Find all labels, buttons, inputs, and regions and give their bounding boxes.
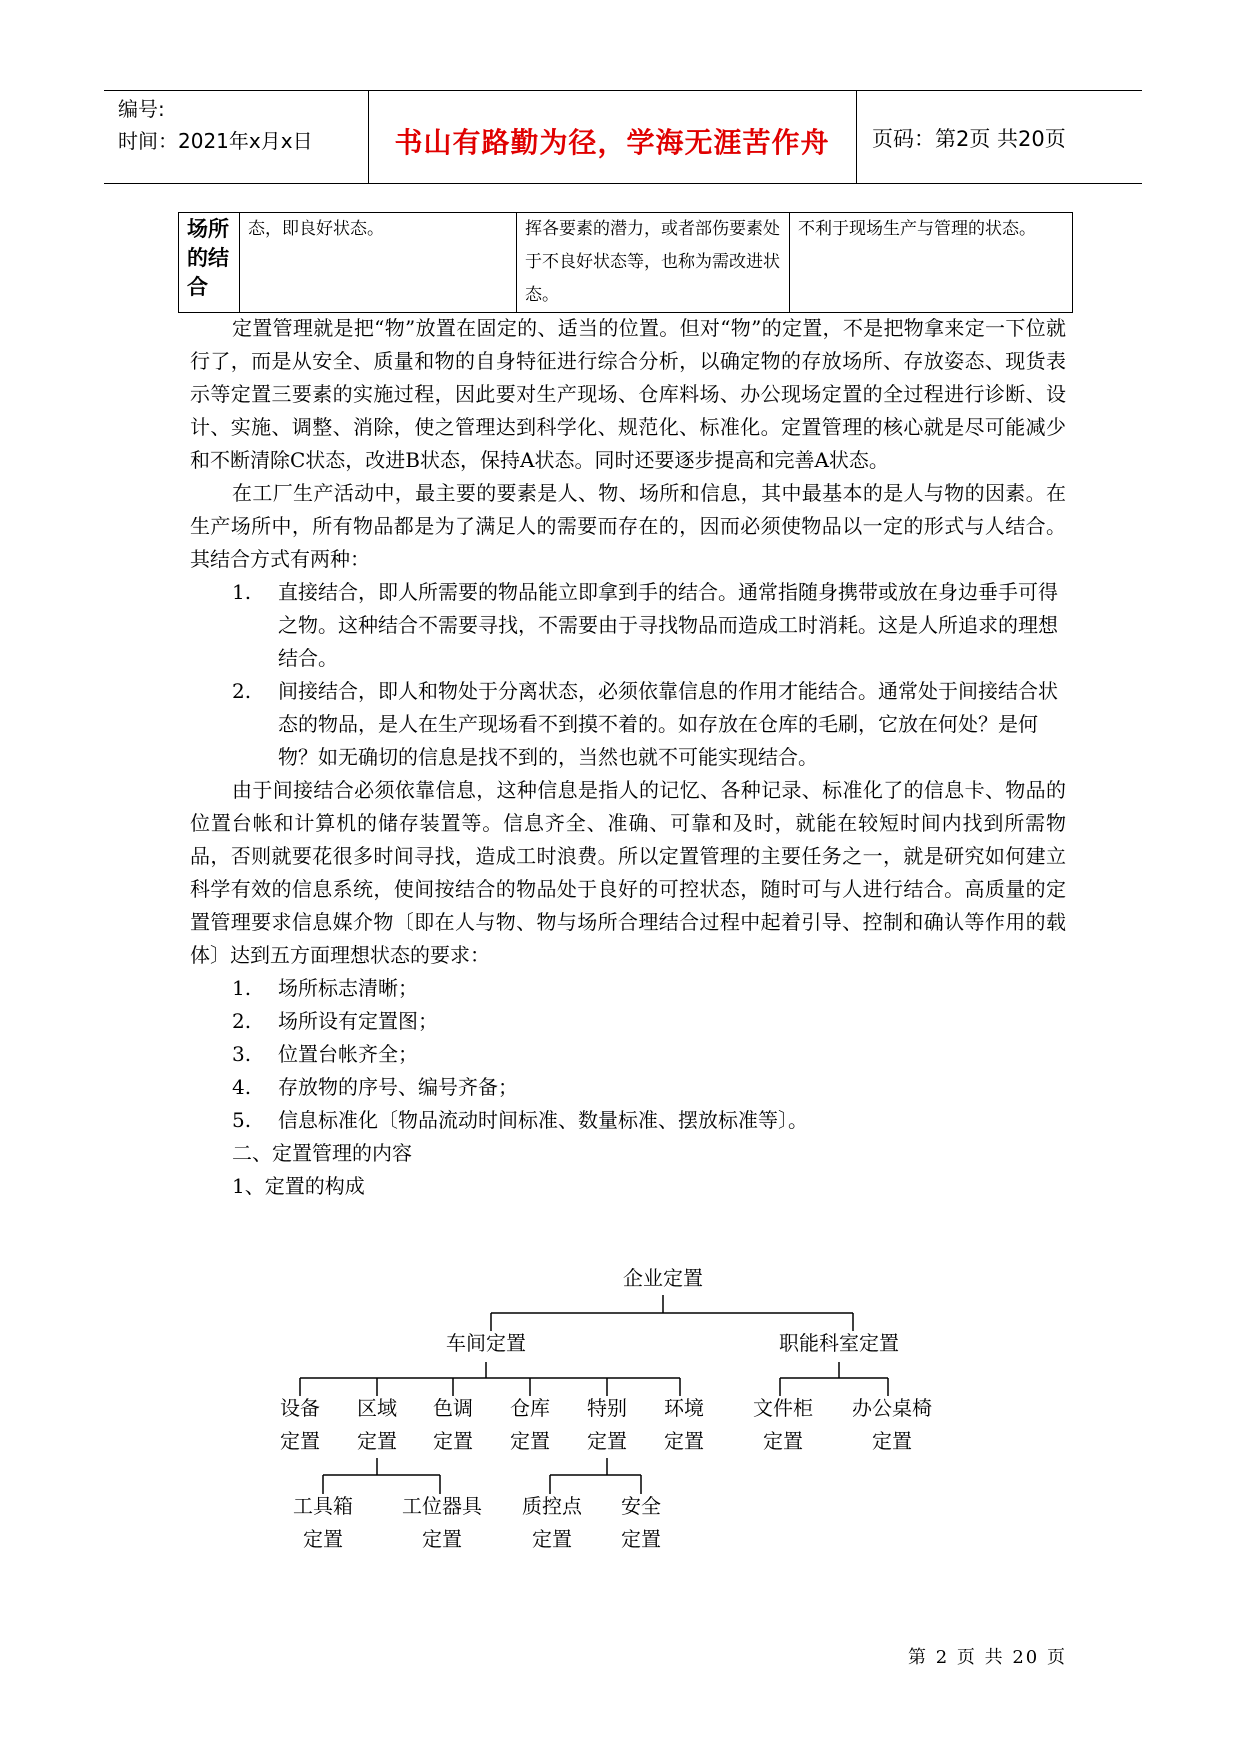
list-number: 4.	[232, 1075, 252, 1099]
list-text: 信息标准化〔物品流动时间标准、数量标准、摆放标准等〕。	[278, 1108, 808, 1132]
tree-node-special: 特别 定置	[587, 1396, 627, 1453]
list-number: 2.	[232, 1009, 252, 1033]
list-number: 2.	[232, 679, 252, 703]
table-cell: 挥各要素的潜力，或者部伤要素处于不良好状态等，也称为需改进状态。	[517, 213, 790, 313]
table-row-header: 场所的结合	[179, 213, 240, 313]
tree-node-office: 职能科室定置	[779, 1331, 899, 1355]
tree-node-qc-point: 质控点 定置	[522, 1494, 582, 1551]
list-number: 1.	[232, 580, 252, 604]
tree-node-safety: 安全 定置	[621, 1494, 661, 1551]
tree-node-office-desk: 办公桌椅 定置	[852, 1396, 932, 1453]
list-number: 5.	[232, 1108, 252, 1132]
list-text: 间接结合，即人和物处于分离状态，必须依靠信息的作用才能结合。通常处于间接结合状态的物品，是人在生产现场看不到摸不着的。如存放在仓库的毛刷，它放在何处？是何物？如无确切的信息是找不到的，当然也就不可能实现结合。	[278, 679, 1058, 769]
number-label: 编号:	[118, 97, 165, 121]
list-text: 存放物的序号、编号齐备；	[278, 1075, 518, 1099]
table-cell: 不利于现场生产与管理的状态。	[790, 213, 1073, 313]
tree-node-file-cabinet: 文件柜 定置	[753, 1396, 813, 1453]
tree-node-workshop: 车间定置	[446, 1331, 526, 1355]
tree-node-station-fixture: 工位器具 定置	[402, 1494, 482, 1551]
page-footer: 第 2 页 共 20 页	[908, 1647, 1067, 1668]
tree-node-color: 色调 定置	[433, 1396, 473, 1453]
time-label: 时间：2021年x月x日	[118, 129, 313, 153]
tree-node-toolbox: 工具箱 定置	[293, 1494, 353, 1551]
table-cell: 态，即良好状态。	[240, 213, 517, 313]
paragraph: 由于间接结合必须依靠信息，这种信息是指人的记忆、各种记录、标准化了的信息卡、物品的位置台帐和计算机的储存装置等。信息齐全、准确、可靠和及时，就能在较短时间内找到所需物品，否则就要花很多时间寻找，造成工时浪费。所以定置管理的主要任务之一，就是研究如何建立科学有效的信息系统，使间按结合的物品处于良好的可控状态，随时可与人进行结合。高质量的定置管理要求信息媒介物〔即在人与物、物与场所合理结合过程中起着引导、控制和确认等作用的载体〕达到五方面理想状态的要求：	[190, 778, 1066, 967]
tree-node-root: 企业定置	[623, 1266, 703, 1290]
tree-node-equipment: 设备 定置	[280, 1396, 320, 1453]
list-text: 直接结合，即人所需要的物品能立即拿到手的结合。通常指随身携带或放在身边垂手可得之物。这种结合不需要寻找，不需要由于寻找物品而造成工时消耗。这是人所追求的理想结合。	[278, 580, 1058, 670]
tree-node-warehouse: 仓库 定置	[510, 1396, 550, 1453]
section-heading: 二、定置管理的内容	[232, 1141, 412, 1165]
paragraph: 在工厂生产活动中，最主要的要素是人、物、场所和信息，其中最基本的是人与物的因素。在生产场所中，所有物品都是为了满足人的需要而存在的，因而必须使物品以一定的形式与人结合。其结合方式有两种：	[190, 481, 1066, 571]
list-text: 场所设有定置图；	[278, 1009, 438, 1033]
header-motto: 书山有路勤为径，学海无涯苦作舟	[394, 126, 830, 159]
subsection-heading: 1、定置的构成	[232, 1174, 365, 1198]
list-number: 1.	[232, 976, 252, 1000]
tree-node-environment: 环境 定置	[664, 1396, 704, 1453]
header-page-number: 页码：第2页 共20页	[872, 127, 1066, 151]
list-text: 场所标志清晰；	[278, 976, 418, 1000]
list-text: 位置台帐齐全；	[278, 1042, 418, 1066]
tree-node-area: 区域 定置	[357, 1396, 397, 1453]
paragraph: 定置管理就是把“物”放置在固定的、适当的位置。但对“物”的定置，不是把物拿来定一下位就行了，而是从安全、质量和物的自身特征进行综合分析，以确定物的存放场所、存放姿态、现货表示等定置三要素的实施过程，因此要对生产现场、仓库料场、办公现场定置的全过程进行诊断、设计、实施、调整、消除，使之管理达到科学化、规范化、标准化。定置管理的核心就是尽可能减少和不断清除C状态，改进B状态，保持A状态。同时还要逐步提高和完善A状态。	[190, 316, 1066, 472]
list-number: 3.	[232, 1042, 252, 1066]
